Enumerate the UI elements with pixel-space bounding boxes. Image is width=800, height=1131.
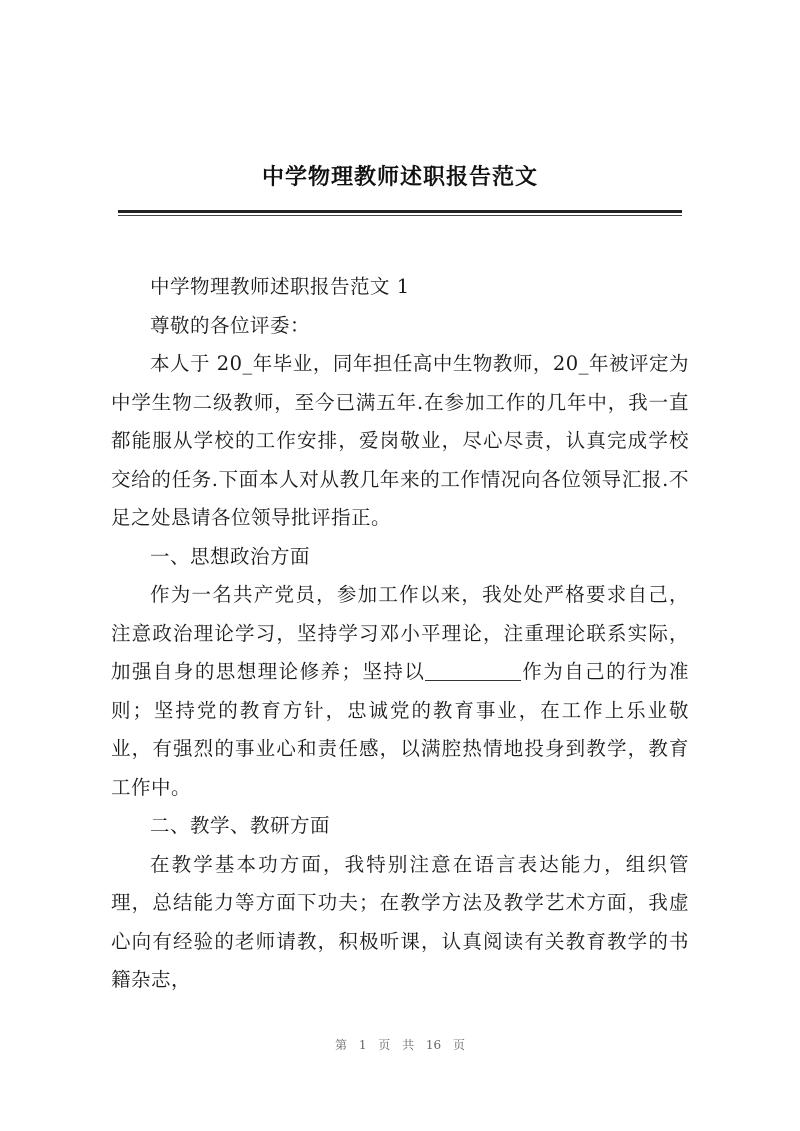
fill-in-blank (425, 660, 521, 681)
page-footer: 第 1 页 共 16 页 (335, 1038, 465, 1052)
section-heading-teaching: 二、教学、教研方面 (150, 814, 331, 837)
document-body (111, 268, 689, 1000)
title-rule-thin (118, 215, 682, 216)
heading-paragraph: 中学物理教师述职报告范文 1 (150, 275, 410, 298)
intro-paragraph: 本人于 20_年毕业，同年担任高中生物教师，20_年被评定为中学生物二级教师，至今已满五年.在参加工作的几年中，我一直都能服从学校的工作安排，爱岗敬业，尽心尽责，认真完成学校交给的任务.下面本人对从教几年来的工作情况向各位领导汇报.不足之处恳请各位领导批评指正。 (111, 352, 689, 529)
politics-paragraph (111, 576, 689, 807)
teaching-paragraph: 在教学基本功方面，我特别注意在语言表达能力，组织管理，总结能力等方面下功夫；在教学方法及教学艺术方面，我虚心向有经验的老师请教，积极听课，认真阅读有关教育教学的书籍杂志， (111, 852, 689, 991)
politics-text-before: 作为一名共产党员，参加工作以来，我处处严格要求自己，注意政治理论学习，坚持学习邓小平理论，注重理论联系实际，加强自身的思想理论修养；坚持以 (111, 583, 689, 683)
document-title: 中学物理教师述职报告范文 (261, 164, 538, 190)
section-heading-politics: 一、思想政治方面 (150, 544, 311, 568)
salutation-paragraph: 尊敬的各位评委： (150, 313, 311, 337)
politics-text-after: 作为自己的行为准则；坚持党的教育方针，忠诚党的教育事业，在工作上乐业敬业，有强烈的事业心和责任感，以满腔热情地投身到教学，教育工作中。 (111, 660, 689, 799)
title-rule-thick (118, 210, 682, 213)
